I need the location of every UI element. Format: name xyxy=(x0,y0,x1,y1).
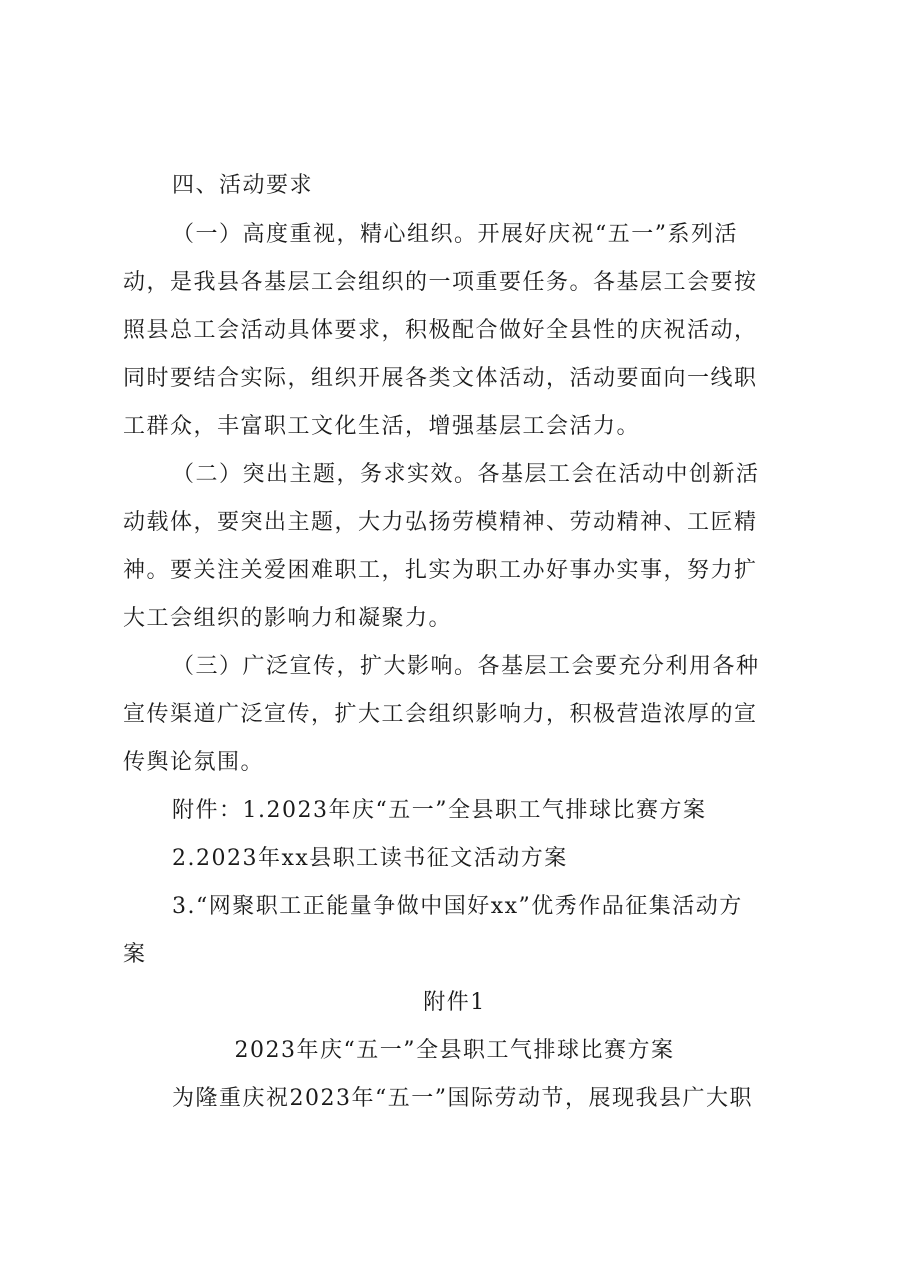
paragraph-line: 照县总工会活动具体要求，积极配合做好全县性的庆祝活动， xyxy=(123,318,758,343)
section-heading: 四、活动要求 xyxy=(172,173,314,198)
paragraph-line: （三）广泛宣传，扩大影响。各基层工会要充分利用各种 xyxy=(172,654,760,679)
attachment-item: 2.2023年xx县职工读书征文活动方案 xyxy=(172,846,568,871)
appendix-intro: 为隆重庆祝2023年“五一”国际劳动节，展现我县广大职 xyxy=(172,1086,753,1111)
paragraph-line: （一）高度重视，精心组织。开展好庆祝“五一”系列活 xyxy=(172,222,738,247)
paragraph-line: 动载体，要突出主题，大力弘扬劳模精神、劳动精神、工匠精 xyxy=(123,510,758,535)
paragraph-line: （二）突出主题，务求实效。各基层工会在活动中创新活 xyxy=(172,462,760,487)
attachment-item: 3.“网聚职工正能量争做中国好xx”优秀作品征集活动方 xyxy=(172,894,743,919)
paragraph-line: 神。要关注关爱困难职工，扎实为职工办好事办实事，努力扩 xyxy=(123,558,758,583)
appendix-label: 附件1 xyxy=(423,990,486,1015)
attachment-item: 案 xyxy=(123,942,147,967)
paragraph-line: 工群众，丰富职工文化生活，增强基层工会活力。 xyxy=(123,414,641,439)
appendix-title: 2023年庆“五一”全县职工气排球比赛方案 xyxy=(234,1038,675,1063)
paragraph-line: 同时要结合实际，组织开展各类文体活动，活动要面向一线职 xyxy=(123,366,758,391)
paragraph-line: 传舆论氛围。 xyxy=(123,750,265,775)
paragraph-line: 动，是我县各基层工会组织的一项重要任务。各基层工会要按 xyxy=(123,270,758,295)
paragraph-line: 大工会组织的影响力和凝聚力。 xyxy=(123,606,453,631)
attachment-item: 附件：1.2023年庆“五一”全县职工气排球比赛方案 xyxy=(172,798,707,823)
paragraph-line: 宣传渠道广泛宣传，扩大工会组织影响力，积极营造浓厚的宣 xyxy=(123,702,758,727)
